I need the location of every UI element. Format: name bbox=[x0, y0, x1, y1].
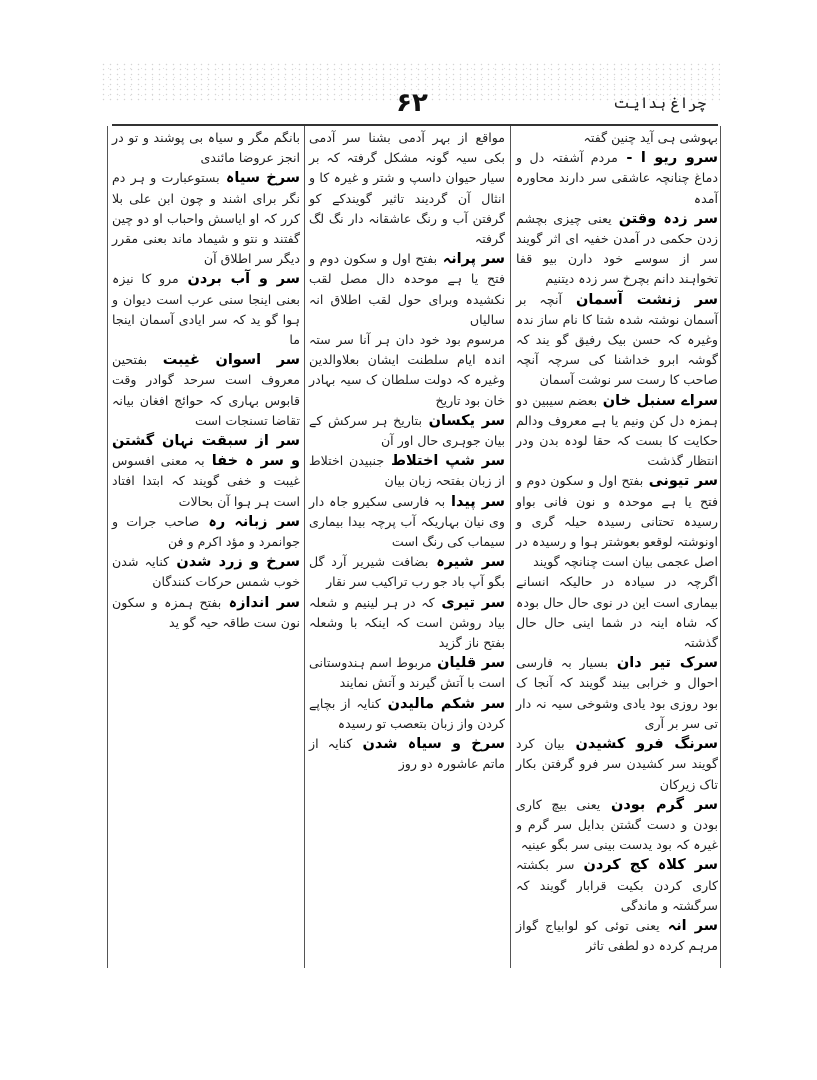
dictionary-entry bbox=[512, 572, 722, 653]
entry-headword: سر پرانہ bbox=[437, 251, 505, 268]
entry-text: آنچہ بر آسمان نوشتہ شدہ شتا کا نام ساز ندہ وغیرہ کہ حسن بیک رفیق گو یند کہ گوشہ ابرو خداشنا کی سرچہ آنچہ صاحب کا رست سر نوشت آسمان bbox=[516, 291, 718, 388]
entry-headword: سر تیونی bbox=[643, 473, 718, 490]
entry-headword: سر شکم مالیدن bbox=[380, 695, 505, 712]
entry-headword: سر و آب بردن bbox=[178, 271, 301, 288]
entry-text: جنبیدن اختلاط از زبان بفتحہ زبان بیان bbox=[309, 453, 505, 489]
entry-text: مرسوم بود خود دان ہر آنا سر ستہ اندہ ایام سلطنت ایشان بعلاوالدین وغیرہ کہ دولت سلطان ک سیہ بہادر خان بود تاریخ bbox=[309, 332, 505, 408]
entry-headword: سر شپ اختلاط bbox=[384, 453, 505, 470]
entry-headword: سر شیرہ bbox=[428, 554, 505, 571]
dictionary-entry bbox=[108, 552, 304, 592]
entry-text: مردم آشفتہ دل و دماغ چنانچہ عاشقی سر دارند محاورہ آمدہ bbox=[516, 150, 718, 206]
entry-text: بفتح اول و سکون دوم و فتح یا ہے موحدہ و نون فانی بواو رسیدہ تحتانی رسیدہ حیلہ گری و اونوشتہ لوقعو بعوشتر ہوا و رسیدہ در اصل عجمی بیان است چنانچہ گویند bbox=[516, 473, 718, 570]
dictionary-entry bbox=[305, 411, 509, 451]
entry-headword: سرخ و سیاہ شدن bbox=[352, 736, 505, 753]
dictionary-entry bbox=[305, 552, 509, 592]
entry-headword: سر انہ bbox=[659, 917, 718, 934]
dictionary-entry bbox=[108, 168, 304, 269]
dictionary-entry bbox=[108, 269, 304, 350]
entry-headword: سرک تیر دان bbox=[608, 655, 718, 672]
entry-text: یعنی چیزی بچشم زدن حکمی در آمدن خفیہ ای اثر گویند سر از سوسے خود دارن بیو قفا تخواہند دانم بچرخ سر زدہ دیتنیم bbox=[516, 210, 718, 287]
entry-headword: سر زبانہ رہ bbox=[199, 513, 300, 530]
entry-headword: سرو ریو ا - bbox=[617, 150, 718, 167]
entry-text: مواقع از بہر آدمی بشنا سر آدمی بکی سیہ گونہ مشکل گرفتہ کہ بر سیار حیوان داسپ و شتر و غیرہ کا و انثال آن گردیند تاثیر گویندکے کو گرفتن آب و رنگ عاشقانہ دار نگ لگ گرفتہ bbox=[309, 130, 505, 247]
dictionary-entry bbox=[108, 593, 304, 633]
dictionary-entry bbox=[305, 492, 509, 553]
dictionary-entry bbox=[305, 128, 509, 249]
dictionary-entry bbox=[512, 795, 722, 856]
dictionary-entry bbox=[305, 330, 509, 411]
column-right bbox=[512, 128, 722, 966]
entry-text: بفتح ہمزہ و سکون نون ست طاقہ حیہ گو ید bbox=[112, 594, 300, 630]
dictionary-entry bbox=[512, 391, 722, 472]
entry-text: بسیار بہ فارسی احوال و خرابی بیند گویند کہ آنجا ک بود روزی بود یادی وشوخی سیہ نہ دار تی سر بر آری bbox=[516, 655, 718, 731]
entry-headword: سر قلیان bbox=[431, 655, 506, 672]
entry-headword: سر گرم بودن bbox=[600, 796, 718, 813]
dictionary-entry bbox=[108, 512, 304, 552]
dictionary-entry bbox=[305, 694, 509, 734]
dictionary-entry bbox=[512, 653, 722, 734]
entry-text: بہ فارسی سکیرو جاہ دار وی نیان بہاریکہ آب پرچہ بیدا بیماری سیماب کی رنگ است bbox=[309, 493, 505, 550]
entry-text: سر بکشتہ کاری کردن بکیت قرابار گویند کہ سرگشتہ و ماندگی bbox=[516, 857, 718, 913]
running-title: چراغ ہدایت bbox=[613, 94, 706, 112]
dictionary-entry bbox=[512, 128, 722, 148]
entry-text: کنایہ شدن خوب شمس حرکات کنندگان bbox=[112, 554, 300, 590]
entry-text: بفتح اول و سکون دوم و فتح یا ہے موحدہ دال مصل لقب نکشیدہ وبرای حول لقب اطلاق انہ سالیاں bbox=[309, 251, 505, 327]
column-middle bbox=[305, 128, 509, 966]
entry-text: مرو کا نیزہ بعنی اینجا سنی عرب است دیوان و ہوا گو ید کہ سر ایادی آسمان اینجا ما bbox=[112, 271, 300, 348]
dictionary-entry bbox=[512, 734, 722, 795]
dictionary-entry bbox=[305, 734, 509, 774]
entry-text: کنایہ از بچاپے کردن واز زبان بتعصب تو رسیدہ bbox=[309, 695, 505, 731]
header-rule bbox=[112, 124, 718, 126]
page-header bbox=[112, 90, 712, 122]
entry-text: بہ معنی افسوس غیبت و خفی گویند کہ ابتدا افتاد است ہر ہوا آن بحالات bbox=[112, 453, 300, 509]
dictionary-entry bbox=[512, 290, 722, 391]
dictionary-entry bbox=[305, 451, 509, 491]
entry-headword: سر تیری bbox=[434, 594, 505, 611]
entry-headword: سر یکسان bbox=[421, 412, 505, 429]
dictionary-entry bbox=[512, 471, 722, 572]
entry-headword: سر پیدا bbox=[445, 493, 505, 510]
entry-headword: سرخ سیاہ bbox=[219, 170, 300, 187]
entry-headword: سر کلاہ کج کردن bbox=[574, 857, 718, 874]
entry-text: بفتحین معروف است سرحد گوادر وقت قابوس بہاری کہ حوائج افغان بیانہ تقاضا تسنجات است bbox=[112, 352, 300, 428]
entry-headword: سرنگ فرو کشیدن bbox=[564, 736, 718, 753]
dictionary-entry bbox=[305, 593, 509, 654]
dictionary-entry bbox=[512, 148, 722, 209]
entry-text: بتاریخ ہر سرکش کے بیان جوہری حال اور آن bbox=[309, 412, 505, 449]
entry-headword: سر از سبقت نہان گشتن و سر ہ خفا bbox=[112, 433, 300, 470]
entry-text: اگرچہ در سیادہ در حالیکہ انسانے بیماری است این در نوی حال حال بودہ کہ شاہ اینہ در شما اینی حال حال گذشتہ bbox=[516, 574, 718, 651]
entry-headword: سر زنشت آسمان bbox=[561, 291, 718, 308]
entry-headword: سر اندازہ bbox=[221, 594, 300, 611]
dictionary-entry bbox=[305, 653, 509, 693]
entry-text: مربوط اسم ہندوستانی است با آتش گیرند و آتش نمایند bbox=[309, 655, 505, 691]
entry-text: بضافت شیریر آرد گل بگو آپ باد جو رب تراکیب سر نقار bbox=[309, 554, 505, 590]
entry-headword: سراے سنبل خان bbox=[597, 392, 719, 409]
entry-text: کنایہ از ماتم عاشورہ دو روز bbox=[309, 736, 505, 772]
dictionary-entry bbox=[512, 209, 722, 290]
entry-text: کہ در ہر لینیم و شعلہ بیاد روشن است کہ اینکہ با وشعلہ بفتح ناز گزید bbox=[309, 594, 505, 651]
dictionary-entry bbox=[305, 249, 509, 330]
column-left bbox=[108, 128, 304, 966]
entry-headword: سر اسوان غیبت bbox=[147, 352, 300, 369]
entry-text: بیان کرد گویند سر کشیدن سر فرو گرفتن بکار تاک زیرکان bbox=[516, 736, 718, 792]
entry-text: یعنی توئی کو لوابیاج گواز مرہم کردہ دو لطفی تاثر bbox=[516, 917, 718, 954]
dictionary-entry bbox=[512, 916, 722, 956]
column-divider bbox=[510, 126, 511, 968]
page-number: ۶۲ bbox=[396, 88, 428, 118]
dictionary-entry bbox=[108, 431, 304, 512]
entry-headword: سر زدہ وقتن bbox=[611, 210, 718, 227]
dictionary-entry bbox=[108, 128, 304, 168]
entry-text: بہوشی ہی آید چنین گفتہ bbox=[583, 130, 718, 145]
entry-text: صاحب جرات و جوانمرد و مؤد اکرم و فن bbox=[112, 513, 300, 550]
entry-text: بعضم سیبین دو ہمزہ دل کن ونیم یا ہے معروف ودالم حکایت کا بست کہ حقا لودہ بدن ودر انتظار گذشت bbox=[516, 392, 718, 469]
entry-text: بانگم مگر و سیاہ بی پوشند و تو در انجز عروضا مائندی bbox=[112, 130, 300, 166]
dictionary-entry bbox=[512, 855, 722, 916]
entry-text: بستوعبارت و ہر دم نگر برای اشند و چون ابن علی بلا کرر کہ او ایاسش واحباب او دو چین گفتند و نتو و شیماد ماند بعنی مقرر دیگر سر اطلاق آن bbox=[112, 170, 300, 267]
entry-text: یعنی بیچ کاری بودن و دست گشتن بدایل سر گرم و غیرہ کہ بود یدست بینی سر بگو عینیہ bbox=[516, 796, 718, 853]
entry-headword: سرخ و زرد شدن bbox=[169, 554, 300, 571]
dictionary-entry bbox=[108, 350, 304, 431]
